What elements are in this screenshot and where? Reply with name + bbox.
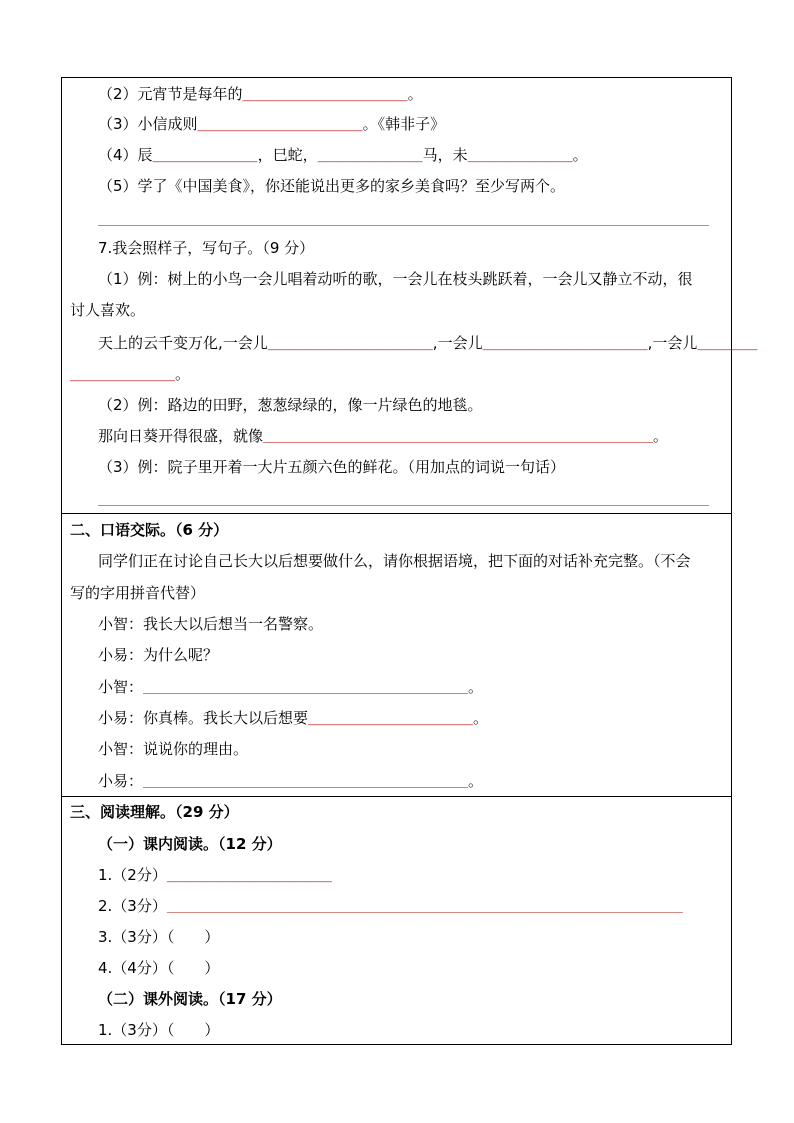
answer-blank[interactable]: ＿＿＿＿＿＿＿＿＿＿＿＿＿＿＿＿＿＿＿＿＿＿＿＿＿＿＿＿＿＿＿＿＿＿＿＿＿＿＿＿＿＿＿＿＿＿＿ — [98, 493, 710, 508]
dialogue-text: 小易：你真棒。我长大以后想要 — [98, 709, 309, 727]
q7-example-3: （3）例：院子里开着一大片五颜六色的鲜花。（用加点的词说一句话） — [98, 458, 566, 476]
q7-fill-1-text: ,一会儿 — [647, 334, 698, 352]
section-divider-reading — [61, 796, 732, 797]
answer-blank[interactable]: ＿＿＿＿＿＿＿ — [317, 146, 423, 164]
q7-example-1: （1）例：树上的小鸟一会儿唱着动听的歌，一会儿在枝头跳跃着，一会儿又静立不动，很 — [98, 270, 693, 288]
dialogue-end: 。 — [473, 709, 489, 727]
dialogue-speaker: 小易： — [98, 772, 144, 790]
answer-blank[interactable]: ＿＿＿＿＿＿＿＿＿＿＿＿＿＿＿＿＿＿＿＿＿＿＿＿＿ — [143, 681, 469, 696]
answer-blank[interactable]: ＿＿＿＿＿＿＿＿＿＿＿＿＿＿＿＿＿＿＿＿＿＿＿＿＿ — [143, 775, 469, 790]
dialogue-line — [98, 771, 483, 793]
q7-title: 7.我会照样子，写句子。（9 分） — [98, 239, 315, 257]
dialogue-speaker: 小智： — [98, 678, 144, 696]
dialogue-end: 。 — [468, 678, 484, 696]
q6-item-2-text: （2）元宵节是每年的 — [98, 85, 243, 103]
answer-blank[interactable]: ＿＿＿＿＿＿＿ — [152, 146, 258, 164]
answer-blank[interactable]: ＿＿＿＿＿＿＿＿＿＿＿ — [197, 115, 363, 133]
q6-item-4-text: 马，未 — [422, 146, 468, 164]
section-2-intro: 同学们正在讨论自己长大以后想要做什么，请你根据语境，把下面的对话补充完整。（不会 — [98, 552, 691, 570]
answer-blank[interactable]: ＿＿＿＿＿＿＿＿＿＿＿＿＿＿＿＿＿＿＿＿＿＿＿＿＿＿＿＿＿＿ — [263, 430, 654, 445]
answer-item-4[interactable]: 4.（4分）（ ） — [98, 959, 220, 977]
answer-blank[interactable]: ＿＿＿＿＿＿＿＿＿＿＿ — [166, 866, 332, 884]
answer-item-2 — [98, 896, 683, 917]
section-2-title: 二、口语交际。（6 分） — [70, 521, 229, 539]
q6-item-3-text: （3）小信成则 — [98, 115, 198, 133]
dialogue-line — [98, 708, 488, 728]
answer-item-1 — [98, 865, 332, 885]
answer-item-label: 1.（2分） — [98, 866, 167, 884]
answer-blank[interactable]: ＿＿＿＿＿＿＿＿＿＿＿ — [482, 334, 648, 352]
answer-item-extra-1[interactable]: 1.（3分）（ ） — [98, 1021, 220, 1039]
q6-item-4-text: ，巳蛇， — [257, 146, 318, 164]
answer-blank[interactable]: ＿＿＿＿＿＿＿ — [70, 365, 176, 383]
answer-blank[interactable]: ＿＿＿＿＿＿＿＿＿＿＿ — [242, 85, 408, 103]
q7-fill-1 — [98, 333, 757, 353]
subsection-extra-reading: （二）课外阅读。（17 分） — [98, 990, 282, 1008]
q7-fill-2 — [98, 426, 668, 448]
q6-item-2-end: 。 — [407, 85, 423, 103]
q6-item-3 — [98, 114, 445, 134]
q6-item-3-end: 。《韩非子》 — [362, 115, 446, 133]
q6-item-5: （5）学了《中国美食》，你还能说出更多的家乡美食吗？至少写两个。 — [98, 177, 566, 195]
q7-example-1-cont: 讨人喜欢。 — [70, 301, 146, 319]
q6-item-2 — [98, 84, 423, 104]
q7-fill-1-end: 。 — [175, 365, 191, 383]
q7-fill-2-end: 。 — [653, 427, 669, 445]
q7-fill-1-text: ,一会儿 — [432, 334, 483, 352]
section-3-title: 三、阅读理解。（29 分） — [70, 803, 239, 821]
dialogue-line: 小智：我长大以后想当一名警察。 — [98, 615, 324, 633]
answer-blank[interactable]: ＿＿＿＿＿＿＿ — [467, 146, 573, 164]
dialogue-end: 。 — [468, 772, 484, 790]
q6-item-4-text: （4）辰 — [98, 146, 153, 164]
section-divider-oral — [61, 513, 732, 514]
answer-blank[interactable]: ＿＿＿＿＿＿＿＿＿＿＿ — [308, 709, 474, 727]
q6-item-4-end: 。 — [572, 146, 588, 164]
answer-item-label: 2.（3分） — [98, 897, 167, 915]
answer-item-3[interactable]: 3.（3分）（ ） — [98, 928, 220, 946]
subsection-in-class-reading: （一）课内阅读。（12 分） — [98, 835, 282, 853]
q7-fill-2-text: 那向日葵开得很盛，就像 — [98, 427, 264, 445]
section-2-intro-cont: 写的字用拼音代替） — [70, 584, 206, 602]
answer-blank[interactable]: ＿＿＿＿ — [697, 334, 758, 352]
q6-item-4 — [98, 145, 588, 165]
q7-example-2: （2）例：路边的田野，葱葱绿绿的，像一片绿色的地毯。 — [98, 396, 483, 414]
q7-fill-1-cont — [70, 364, 190, 384]
dialogue-line: 小易：为什么呢？ — [98, 646, 219, 664]
answer-blank[interactable]: ＿＿＿＿＿＿＿＿＿＿＿＿＿＿＿＿＿＿＿＿＿＿＿＿＿＿＿＿＿＿＿＿＿＿＿＿＿＿＿＿＿＿＿ — [166, 900, 683, 914]
q7-fill-1-text: 天上的云千变万化,一会儿 — [98, 334, 268, 352]
answer-blank[interactable]: ＿＿＿＿＿＿＿＿＿＿＿＿＿＿＿＿＿＿＿＿＿＿＿＿＿＿＿＿＿＿＿＿＿＿＿＿＿＿＿＿＿＿＿＿＿＿＿ — [98, 213, 710, 228]
answer-blank[interactable]: ＿＿＿＿＿＿＿＿＿＿＿ — [267, 334, 433, 352]
dialogue-line: 小智：说说你的理由。 — [98, 740, 249, 758]
dialogue-line — [98, 677, 483, 699]
